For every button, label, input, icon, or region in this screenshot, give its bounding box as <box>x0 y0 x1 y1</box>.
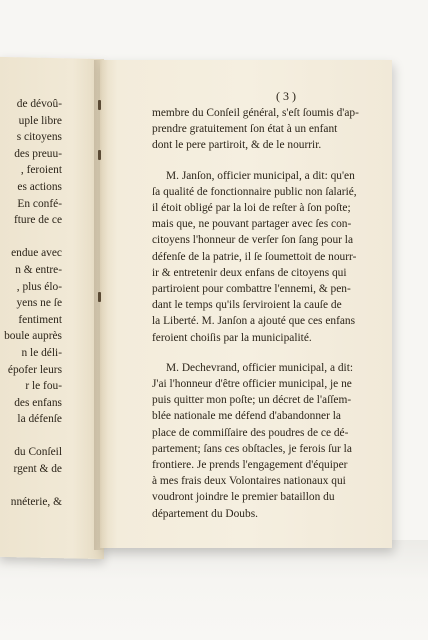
text-line: mais que, ne pouvant partager avec ſes con- <box>152 218 352 231</box>
left-text-line: fentiment <box>18 313 62 326</box>
book-gutter <box>94 60 108 550</box>
text-line: partement; ſans ces obſtacles, je ferois ſur la <box>152 442 352 455</box>
right-page-text <box>152 88 386 522</box>
left-text-line: du Conſeil <box>14 446 62 459</box>
text-line: défenſe de la patrie, il ſe ſoumettoit de nourr- <box>152 250 357 263</box>
text-line: M. Janſon, officier municipal, a dit: qu'en <box>166 169 355 182</box>
left-text-line: fture de ce <box>13 214 62 227</box>
left-text-line: s citoyens <box>16 131 62 144</box>
text-line: blée nationale me défend d'abandonner la <box>152 410 341 423</box>
paragraphs <box>152 105 386 522</box>
text-line: ir & entretenir deux enfans de citoyens qui <box>152 266 347 279</box>
left-text-line: nnéterie, & <box>10 496 62 509</box>
text-line: voudront joindre le premier bataillon du <box>152 491 335 504</box>
left-text-line: n & entre- <box>15 263 62 276</box>
text-line: prendre gratuitement ſon état à un enfant <box>152 123 338 136</box>
left-text-line: endue avec <box>11 247 62 260</box>
text-line: département du Doubs. <box>152 507 258 520</box>
left-text-line: , feroient <box>20 164 62 177</box>
paragraph-gap <box>152 346 386 360</box>
text-line: citoyens l'honneur de verſer ſon ſang pour la <box>152 234 354 247</box>
left-text-line: rgent & de <box>13 463 62 476</box>
paragraph <box>152 105 386 154</box>
text-line: J'ai l'honneur d'être officier municipal, je ne <box>152 378 352 391</box>
left-text-line: yens ne ſe <box>16 297 62 310</box>
left-text-line: es actions <box>17 180 62 193</box>
paragraph <box>152 360 386 522</box>
text-line: à mes frais deux Volontaires nationaux qui <box>152 475 346 488</box>
left-text-line <box>0 229 62 246</box>
text-line: place de commiſſaire des poudres de ce dé- <box>152 426 349 439</box>
left-text-line: boule auprès <box>4 330 62 343</box>
left-text-line: n le déli- <box>21 346 62 359</box>
page-number: ( 3 ) <box>276 89 296 103</box>
text-line: puis quitter mon poſte; un décret de l'aſſem- <box>152 394 352 407</box>
text-line: feroient choiſis par la municipalité. <box>152 331 312 344</box>
left-text-line: , plus élo- <box>16 280 62 293</box>
left-text-line: de dévoû- <box>16 98 62 110</box>
binding-stitch <box>98 150 101 160</box>
paragraph-gap <box>152 154 386 168</box>
left-text-line: la défenſe <box>17 413 62 426</box>
left-text-line: uple libre <box>18 114 62 127</box>
text-line: ſa qualité de fonctionnaire public non ſalarié, <box>152 185 357 198</box>
binding-stitch <box>98 100 101 110</box>
text-line: dant le temps qu'ils ſerviroient la cauſe de <box>152 299 342 312</box>
left-text-line <box>0 428 62 445</box>
left-text-line: des preuu- <box>14 147 62 160</box>
text-line: M. Dechevrand, officier municipal, a dit: <box>166 361 354 374</box>
paragraph <box>152 168 386 346</box>
left-text-line: r le fou- <box>25 380 62 393</box>
left-page-text <box>0 96 62 511</box>
left-text-line: En confé- <box>17 197 62 210</box>
left-text-line: épofer leurs <box>7 363 62 376</box>
text-line: frontiere. Je prends l'engagement d'équiper <box>152 459 348 472</box>
text-line: dont le pere partiroit, & de le nourrir. <box>152 139 322 152</box>
text-line: membre du Conſeil général, s'eſt ſoumis d'ap- <box>152 107 359 119</box>
text-line: la Liberté. M. Janſon a ajouté que ces enfans <box>152 315 356 328</box>
binding-stitch <box>98 292 101 302</box>
left-text-line <box>0 478 62 495</box>
text-line: partiroient pour combattre l'ennemi, & pen- <box>152 283 351 296</box>
text-line: il étoit obligé par la loi de reſter à ſon poſte; <box>152 202 351 215</box>
left-text-line: des enfans <box>14 396 62 409</box>
